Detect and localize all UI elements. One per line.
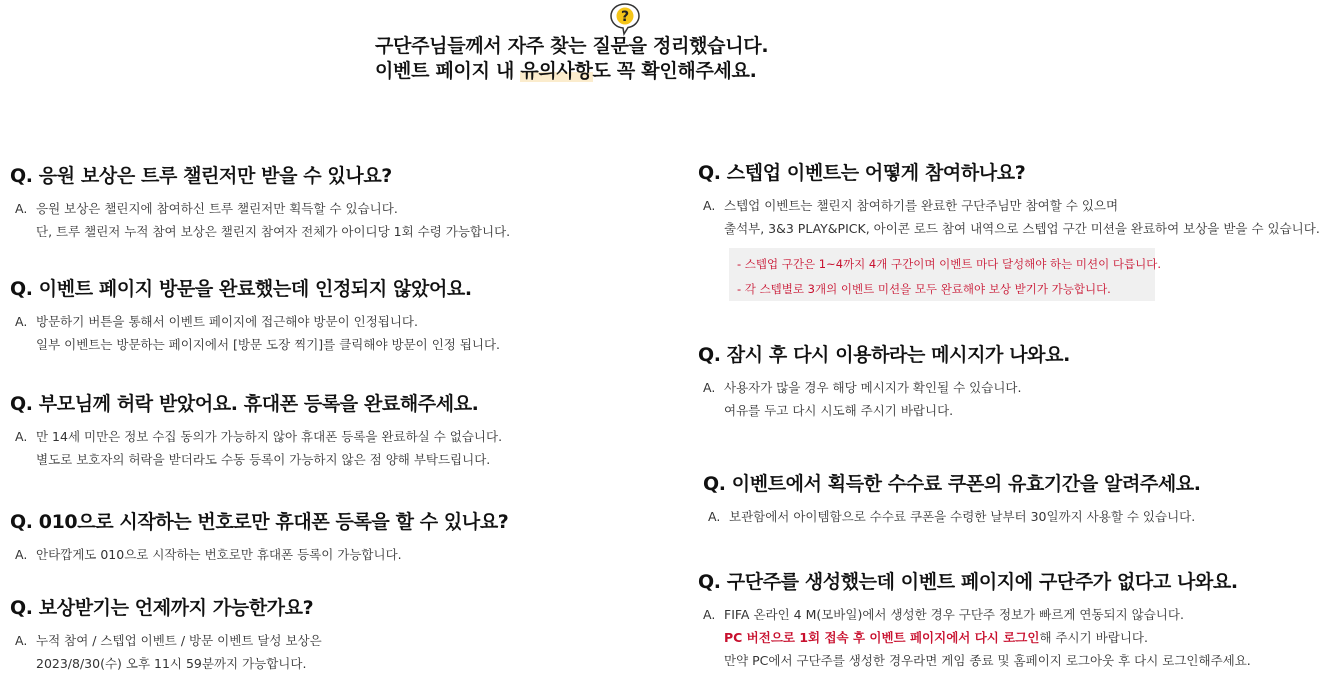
answer-mark: A. (15, 201, 28, 216)
answer-line: 일부 이벤트는 방문하는 페이지에서 [방문 도장 찍기]를 클릭해야 방문이 인정 됩니다. (36, 337, 501, 352)
faq-answer (703, 505, 1201, 528)
faq-answer (698, 376, 1070, 422)
answer-line: 2023/8/30(수) 오후 11시 59분까지 가능합니다. (36, 656, 307, 671)
intro-line2-pre: 이벤트 페이지 내 (375, 60, 521, 82)
faq-question: Q. 구단주를 생성했는데 이벤트 페이지에 구단주가 없다고 나와요. (698, 571, 1238, 593)
answer-line: FIFA 온라인 4 M(모바일)에서 생성한 경우 구단주 정보가 빠르게 연동되지 않습니다. (724, 607, 1184, 622)
faq-question: Q. 이벤트에서 획득한 수수료 쿠폰의 유효기간을 알려주세요. (703, 473, 1201, 495)
answer-line: 단, 트루 챌린저 누적 참여 보상은 챌린지 참여자 전체가 아이디당 1회 수령 가능합니다. (36, 224, 511, 239)
notice-line: - 각 스텝별로 3개의 이벤트 미션을 모두 완료해야 보상 받기가 가능합니다. (737, 282, 1111, 296)
faq-answer (10, 197, 510, 243)
notice-box (729, 248, 1161, 301)
answer-mark: A. (15, 314, 28, 329)
answer-line: 응원 보상은 챌린지에 참여하신 트루 챌린저만 획득할 수 있습니다. (36, 201, 398, 216)
faq-answer (698, 194, 1320, 240)
faq-question: Q. 010으로 시작하는 번호로만 휴대폰 등록을 할 수 있나요? (10, 511, 509, 533)
answer-line: 만약 PC에서 구단주를 생성한 경우라면 게임 종료 및 홈페이지 로그아웃 후 다시 로그인해주세요. (724, 653, 1251, 668)
faq-question: Q. 스텝업 이벤트는 어떻게 참여하나요? (698, 162, 1026, 184)
faq-answer (10, 629, 322, 675)
answer-line: 누적 참여 / 스텝업 이벤트 / 방문 이벤트 달성 보상은 (36, 633, 322, 648)
answer-mark: A. (708, 509, 721, 524)
answer-line: 별도로 보호자의 허락을 받더라도 수동 등록이 가능하지 않은 점 양해 부탁드립니다. (36, 452, 491, 467)
faq-item (10, 392, 502, 471)
answer-line: 스텝업 이벤트는 챌린지 참여하기를 완료한 구단주님만 참여할 수 있으며 (724, 198, 1119, 213)
question-bubble-icon (609, 2, 641, 36)
answer-mark: A. (703, 198, 716, 213)
intro-text (375, 34, 768, 84)
faq-question: Q. 응원 보상은 트루 챌린저만 받을 수 있나요? (10, 165, 392, 187)
emphasis-text: PC 버전으로 1회 접속 후 이벤트 페이지에서 다시 로그인 (724, 630, 1040, 645)
answer-line-rest: 해 주시기 바랍니다. (1039, 630, 1148, 645)
intro-line1: 구단주님들께서 자주 찾는 질문을 정리했습니다. (375, 35, 769, 57)
answer-line: 보관함에서 아이템함으로 수수료 쿠폰을 수령한 날부터 30일까지 사용할 수 있습니다. (729, 509, 1196, 524)
faq-item (698, 161, 1320, 301)
answer-line: 사용자가 많을 경우 해당 메시지가 확인될 수 있습니다. (724, 380, 1022, 395)
answer-line: 방문하기 버튼을 통해서 이벤트 페이지에 접근해야 방문이 인정됩니다. (36, 314, 418, 329)
intro-line2 (375, 59, 768, 84)
intro-highlight: 유의사항 (520, 60, 593, 82)
notice-line: - 스텝업 구간은 1~4까지 4개 구간이며 이벤트 마다 달성해야 하는 미션이 다릅니다. (737, 257, 1161, 271)
faq-answer (698, 603, 1251, 672)
faq-item (10, 164, 510, 243)
faq-answer (10, 543, 508, 566)
answer-line: 여유를 두고 다시 시도해 주시기 바랍니다. (724, 403, 954, 418)
answer-line: 만 14세 미만은 정보 수집 동의가 가능하지 않아 휴대폰 등록을 완료하실 수 없습니다. (36, 429, 503, 444)
svg-text:?: ? (620, 9, 630, 25)
faq-question: Q. 보상받기는 언제까지 가능한가요? (10, 597, 314, 619)
answer-mark: A. (15, 429, 28, 444)
faq-answer (10, 310, 500, 356)
answer-mark: A. (703, 607, 716, 622)
faq-question: Q. 부모님께 허락 받았어요. 휴대폰 등록을 완료해주세요. (10, 393, 479, 415)
faq-question: Q. 이벤트 페이지 방문을 완료했는데 인정되지 않았어요. (10, 278, 472, 300)
intro-line2-post: 도 꼭 확인해주세요. (592, 60, 757, 82)
faq-item (10, 277, 500, 356)
answer-line: 출석부, 3&3 PLAY&PICK, 아이콘 로드 참여 내역으로 스텝업 구간 미션을 완료하여 보상을 받을 수 있습니다. (724, 221, 1320, 236)
faq-item (698, 343, 1070, 422)
answer-mark: A. (15, 547, 28, 562)
faq-item (10, 510, 508, 566)
answer-mark: A. (703, 380, 716, 395)
faq-item (698, 570, 1251, 672)
faq-item (703, 472, 1201, 528)
faq-answer (10, 425, 502, 471)
faq-item (10, 596, 322, 675)
answer-line (724, 626, 1251, 649)
answer-line: 안타깝게도 010으로 시작하는 번호로만 휴대폰 등록이 가능합니다. (36, 547, 402, 562)
faq-question: Q. 잠시 후 다시 이용하라는 메시지가 나와요. (698, 344, 1070, 366)
answer-mark: A. (15, 633, 28, 648)
